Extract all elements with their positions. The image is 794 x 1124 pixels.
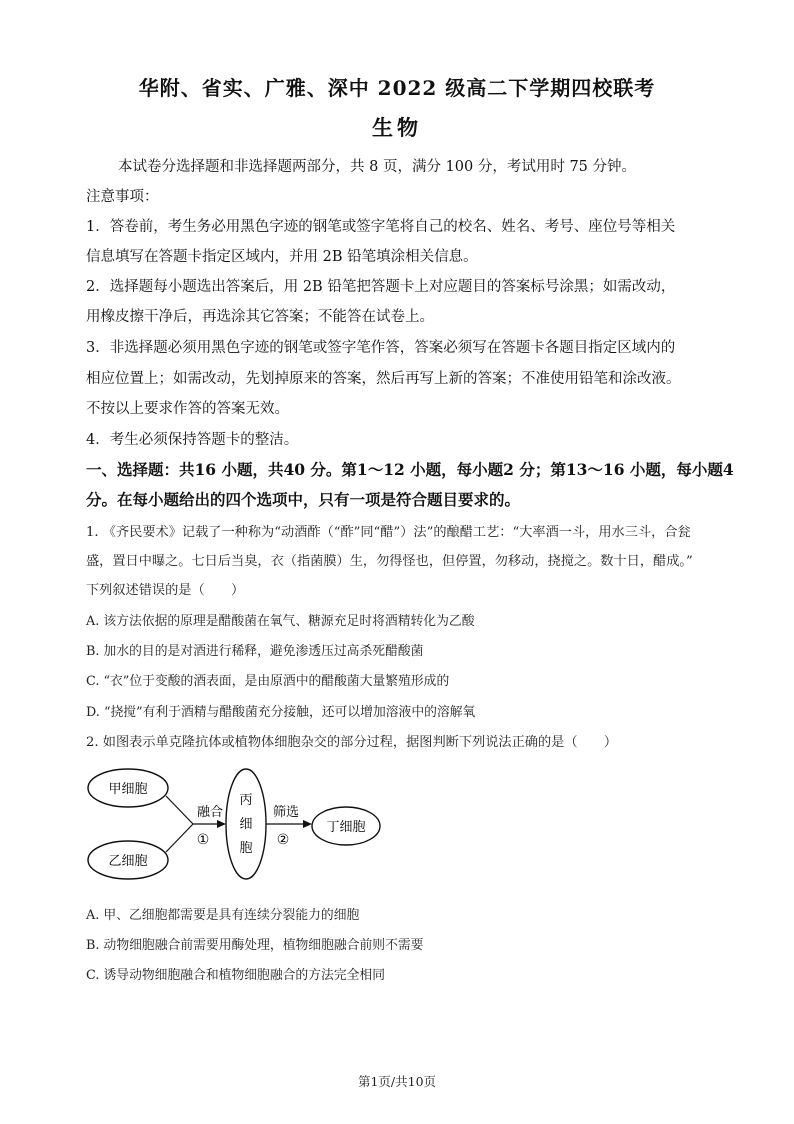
subject-title: 生物	[372, 115, 422, 140]
q1-option-b: B. 加水的目的是对酒进行稀释，避免渗透压过高杀死醋酸菌	[86, 644, 424, 659]
q1-option-d: D. “挠搅”有利于酒精与醋酸菌充分接触，还可以增加溶液中的溶解氧	[86, 705, 476, 720]
notice-item-2-line-2: 用橡皮擦干净后，再选涂其它答案；不能答在试卷上。	[86, 309, 434, 325]
cell-c-label-2: 细	[239, 817, 253, 832]
arrowhead-fusion	[217, 820, 226, 828]
step-1-label: 融合	[196, 805, 224, 820]
q1-stem-line-2: 盛，置日中曝之。七日后当臭，衣（指菌膜）生，勿得怪也，但停置，勿移动，挠搅之。数十日，醋成。”	[86, 554, 693, 569]
notice-item-3-line-3: 不按以上要求作答的答案无效。	[86, 401, 289, 417]
notice-item-4: 4．考生必须保持答题卡的整洁。	[86, 432, 299, 448]
q2-stem: 2. 如图表示单克隆抗体或植物体细胞杂交的部分过程，据图判断下列说法正确的是（ ）	[86, 735, 618, 750]
intro-text: 本试卷分选择题和非选择题两部分，共 8 页，满分 100 分，考试用时 75 分钟。	[118, 159, 637, 175]
cell-a-label: 甲细胞	[108, 782, 148, 797]
notice-item-3-line-1: 3．非选择题必须用黑色字迹的钢笔或签字笔作答，答案必须写在答题卡各题目指定区域内的	[86, 340, 676, 356]
notice-item-1-line-2: 信息填写在答题卡指定区域内，并用 2B 铅笔填涂相关信息。	[86, 249, 478, 265]
arrowhead-selection	[303, 820, 312, 828]
arrow-a-to-merge	[166, 796, 193, 824]
section-heading-line-1: 一、选择题：共16 小题，共40 分。第1～12 小题，每小题2 分；第13～16 小题，每小题4	[86, 460, 734, 479]
arrow-b-to-merge	[166, 824, 193, 852]
cell-c-label-1: 丙	[239, 793, 253, 808]
q1-stem-line-3: 下列叙述错误的是（ ）	[86, 583, 245, 598]
section-heading-line-2: 分。在每小题给出的四个选项中，只有一项是符合题目要求的。	[86, 490, 521, 509]
notice-item-3-line-2: 相应位置上；如需改动，先划掉原来的答案，然后再写上新的答案；不准使用铅笔和涂改液。	[86, 371, 681, 387]
q1-option-a: A. 该方法依据的原理是醋酸菌在氧气、糖源充足时将酒精转化为乙酸	[86, 614, 475, 629]
notice-item-2-line-1: 2．选择题每小题选出答案后，用 2B 铅笔把答题卡上对应题目的答案标号涂黑；如需改动，	[86, 279, 676, 295]
q2-option-c: C. 诱导动物细胞融合和植物细胞融合的方法完全相同	[86, 968, 386, 983]
notice-item-1-line-1: 1．答卷前，考生务必用黑色字迹的钢笔或签字笔将自己的校名、姓名、考号、座位号等相关	[86, 219, 676, 235]
page-footer: 第1页/共10页	[357, 1074, 437, 1089]
cell-b-label: 乙细胞	[108, 854, 148, 869]
cell-d-label: 丁细胞	[326, 820, 366, 835]
exam-title: 华附、省实、广雅、深中 2022 级高二下学期四校联考	[138, 76, 656, 100]
q1-stem-line-1: 1. 《齐民要术》记载了一种称为“动酒酢（“酢”同“醋”）法”的酿醋工艺：“大率酒一斗，用水三斗，合瓮	[86, 525, 691, 540]
step-1-number: ①	[196, 832, 210, 848]
step-2-number: ②	[276, 832, 290, 848]
q2-option-a: A. 甲、乙细胞都需要是具有连续分裂能力的细胞	[86, 908, 360, 923]
notice-heading: 注意事项：	[86, 189, 159, 205]
q1-option-c: C. “衣”位于变酸的酒表面，是由原酒中的醋酸菌大量繁殖形成的	[86, 674, 450, 689]
step-2-label: 筛选	[272, 805, 300, 820]
cell-fusion-diagram	[86, 760, 386, 890]
cell-c-label-3: 胞	[239, 841, 253, 856]
q2-option-b: B. 动物细胞融合前需要用酶处理，植物细胞融合前则不需要	[86, 938, 424, 953]
